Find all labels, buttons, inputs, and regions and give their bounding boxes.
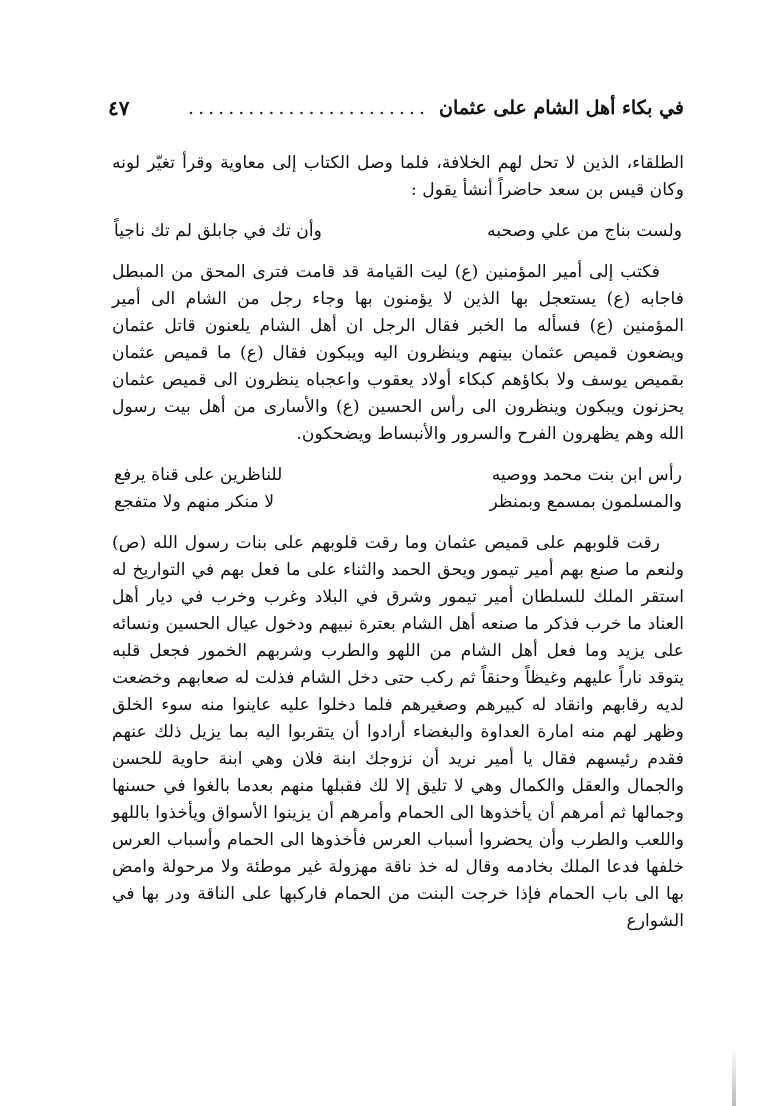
page-number: ٤٧: [108, 96, 130, 120]
verse-2: [112, 462, 684, 489]
paragraph-1: الطلقاء، الذين لا تحل لهم الخلافة، فلما وصل الكتاب إلى معاوية وقرأ تغيّر لونه وكان قيس بن سعد حاضراً أنشأ يقول :: [112, 153, 684, 200]
verse-3-hemistich-2: لا منكر منهم ولا متفجع: [114, 492, 275, 512]
verse-2-hemistich-1: رأس ابن بنت محمد ووصيه: [491, 465, 682, 485]
header-leader-dots: ........................: [188, 97, 429, 119]
verse-2-hemistich-2: للناظرين على قناة يرفع: [114, 465, 283, 485]
page-edge-shadow: [732, 1046, 736, 1106]
verse-3-hemistich-1: والمسلمون بمسمع وبمنظر: [489, 492, 682, 512]
verse-3: [112, 489, 684, 516]
verse-1: [112, 218, 684, 245]
paragraph-3: رقت قلوبهم على قميص عثمان وما رقت قلوبهم على بنات رسول الله (ص) ولنعم ما صنع بهم أمير تيمور ويحق الحمد والثناء على ما فعل بهم في التواريخ له استقر الملك للسلطان أمير تيمور وشرق في البلاد وغرب وخرب في ديار أهل العناد ما خرب فذكر ما صنعه أهل الشام بعترة نبيهم ودخول عيال الحسين ونسائه على يزيد وما فعل أهل الشام من اللهو والطرب وشربهم الخمور فجعل قلبه يتوقد ناراً عليهم وغيظاً وحنقاً ثم ركب حتى دخل الشام فذلت له صعابهم وخضعت لديه رقابهم وانقاد له كبيرهم وصغيرهم فلما دخلوا عليه عاينوا منه سوء الخلق وظهر لهم منه امارة العداوة والبغضاء أرادوا أن يتقربوا اليه بما يزيل ذلك عنهم فقدم رئيسهم فقال يا أمير نريد أن نزوجك ابنة فلان وهي ابنة حاوية للحسن والجمال والعقل والكمال وهي لا تليق إلا لك فقبلها منهم بعدما بالغوا في حسنها وجمالها ثم أمرهم أن يأخذوها الى الحمام وأمرهم أن يزينوا الأسواق ويأخذوا باللهو واللعب والطرب وأن يحضروا أسباب العرس فأخذوها الى الحمام وأسباب العرس خلفها فدعا الملك بخادمه وقال له خذ ناقة مهزولة غير موطئة ولا مرحولة وامض بها الى باب الحمام فإذا خرجت البنت من الحمام فاركبها على الناقة ودر بها في الشوارع: [112, 533, 684, 931]
page-body: [112, 150, 684, 935]
paragraph-2: فكتب إلى أمير المؤمنين (ع) ليت القيامة قد قامت فترى المحق من المبطل فاجابه (ع) يستعجل بها الذين لا يؤمنون بها وجاء رجل من الشام الى أمير المؤمنين (ع) فسأله ما الخبر فقال الرجل ان أهل الشام يلعنون قاتل عثمان ويضعون قميص عثمان بينهم وينظرون اليه ويبكون فقال (ع) ما قميص عثمان بقميص يوسف ولا بكاؤهم كبكاء أولاد يعقوب واعجباه ينظرون الى قميص عثمان يحزنون ويبكون وينظرون الى رأس الحسين (ع) والأسارى من أهل بيت رسول الله وهم يظهرون الفرح والسرور والأنبساط ويضحكون.: [112, 262, 684, 444]
running-header: [108, 88, 684, 128]
header-title: في بكاء أهل الشام على عثمان: [438, 97, 684, 119]
verse-1-hemistich-1: ولست بناج من علي وصحبه: [487, 221, 682, 241]
verse-1-hemistich-2: وأن تك في جابلق لم تك ناجياً: [114, 221, 322, 241]
